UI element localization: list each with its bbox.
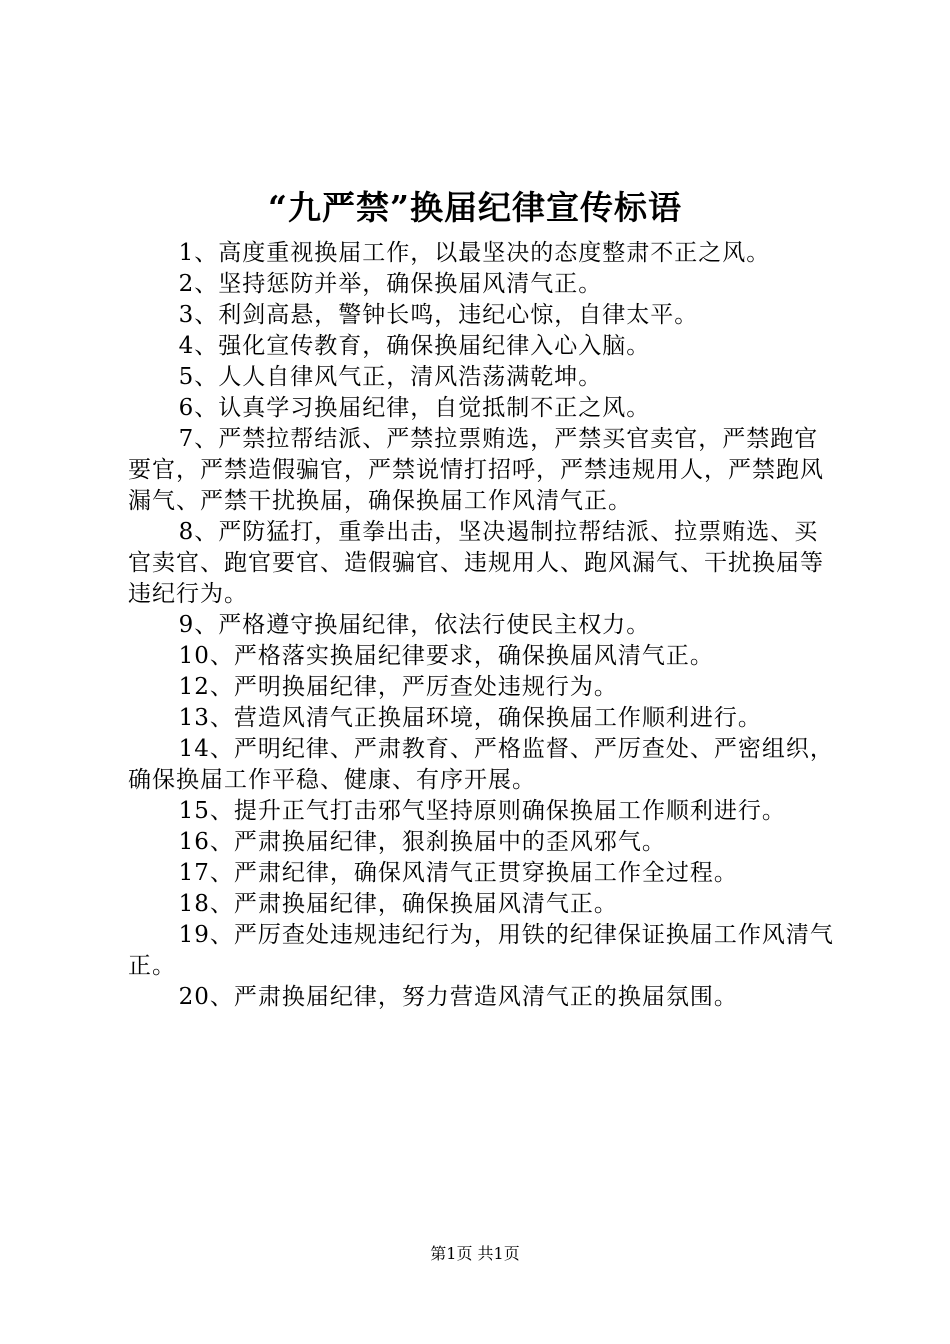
slogan-item: 7、严禁拉帮结派、严禁拉票贿选，严禁买官卖官，严禁跑官要官，严禁造假骗官，严禁说情打招呼，严禁违规用人，严禁跑风漏气、严禁干扰换届，确保换届工作风清气正。 — [128, 426, 824, 514]
slogan-item: 5、人人自律风气正，清风浩荡满乾坤。 — [178, 364, 603, 390]
document-title: “九严禁”换届纪律宣传标语 — [268, 188, 682, 227]
slogan-item: 19、严厉查处违规违纪行为，用铁的纪律保证换届工作风清气正。 — [128, 922, 834, 979]
slogan-list — [128, 238, 834, 1013]
slogan-item: 6、认真学习换届纪律，自觉抵制不正之风。 — [178, 395, 651, 421]
slogan-item: 8、严防猛打，重拳出击，坚决遏制拉帮结派、拉票贿选、买官卖官、跑官要官、造假骗官、违规用人、跑风漏气、干扰换届等违纪行为。 — [128, 519, 824, 607]
slogan-item: 12、严明换届纪律，严厉查处违规行为。 — [178, 674, 618, 700]
slogan-item: 3、利剑高悬，警钟长鸣，违纪心惊，自律太平。 — [178, 302, 699, 328]
slogan-item: 2、坚持惩防并举，确保换届风清气正。 — [178, 271, 603, 297]
slogan-item: 1、高度重视换届工作，以最坚决的态度整肃不正之风。 — [178, 240, 771, 266]
slogan-item: 4、强化宣传教育，确保换届纪律入心入脑。 — [178, 333, 651, 359]
slogan-item: 10、严格落实换届纪律要求，确保换届风清气正。 — [178, 643, 714, 669]
slogan-item: 14、严明纪律、严肃教育、严格监督、严厉查处、严密组织，确保换届工作平稳、健康、有序开展。 — [128, 736, 834, 793]
slogan-item: 18、严肃换届纪律，确保换届风清气正。 — [178, 891, 618, 917]
slogan-item: 15、提升正气打击邪气坚持原则确保换届工作顺利进行。 — [178, 798, 786, 824]
slogan-item: 9、严格遵守换届纪律，依法行使民主权力。 — [178, 612, 651, 638]
slogan-item: 17、严肃纪律，确保风清气正贯穿换届工作全过程。 — [178, 860, 738, 886]
slogan-item: 16、严肃换届纪律，狠刹换届中的歪风邪气。 — [178, 829, 666, 855]
slogan-item: 20、严肃换届纪律，努力营造风清气正的换届氛围。 — [178, 984, 738, 1010]
slogan-item: 13、营造风清气正换届环境，确保换届工作顺利进行。 — [178, 705, 762, 731]
page-footer: 第1页 共1页 — [430, 1244, 520, 1263]
